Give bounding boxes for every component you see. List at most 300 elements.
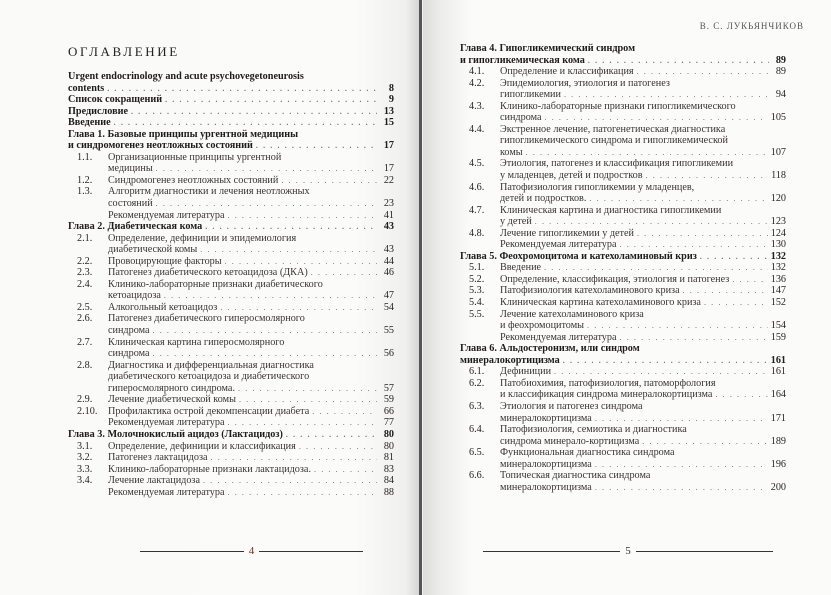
entry-body <box>68 94 394 106</box>
entry-page-number: 9 <box>388 94 394 106</box>
section-number: 3.3. <box>77 463 93 475</box>
entry-leader-line <box>500 216 786 228</box>
section-number: 5.3. <box>469 285 485 297</box>
entry-body <box>460 343 786 366</box>
entry-title-line: минералокортицизма <box>500 481 592 493</box>
entry-body <box>500 447 786 470</box>
entry-page-number: 83 <box>383 463 394 475</box>
entry-leader-line <box>108 452 394 464</box>
dot-leader <box>563 355 768 367</box>
entry-page-number: 161 <box>770 354 786 366</box>
toc-list-left <box>68 71 394 498</box>
entry-body <box>108 256 394 268</box>
entry-leader-line <box>500 366 786 378</box>
gutter-shadow <box>405 0 419 595</box>
section-number: 3.4. <box>77 475 93 487</box>
entry-body <box>500 274 786 286</box>
entry-title-line: Клинико-лабораторные признаки гипогликемического <box>500 100 736 112</box>
dot-leader <box>545 112 768 124</box>
toc-section-entry <box>460 158 786 181</box>
entry-title-line: Введение <box>500 262 542 274</box>
dot-leader <box>314 464 377 476</box>
entry-title-line: Патофизиология катехоламинового криза <box>500 285 680 297</box>
section-number: 2.5. <box>77 301 93 313</box>
section-number: 6.3. <box>469 400 485 412</box>
dot-leader <box>312 406 377 418</box>
entry-page-number: 66 <box>383 405 394 417</box>
toc-section-entry <box>460 262 786 274</box>
toc-chapter-entry <box>68 94 394 106</box>
toc-section-entry <box>68 394 394 406</box>
dot-leader <box>589 193 767 205</box>
dot-leader <box>228 487 378 499</box>
page-number-right <box>483 545 773 557</box>
dot-leader <box>205 221 377 233</box>
entry-page-number: 23 <box>383 198 394 210</box>
entry-page-number: 152 <box>770 297 786 309</box>
entry-page-number: 154 <box>770 320 786 332</box>
right-page <box>423 0 831 595</box>
entry-page-number: 88 <box>383 486 394 498</box>
entry-page-number: 105 <box>770 112 786 124</box>
entry-leader-line <box>108 441 394 453</box>
entry-title-line: Патофизиология гипогликемии у младенцев, <box>500 181 695 193</box>
toc-section-entry <box>68 313 394 336</box>
entry-page-number: 120 <box>770 193 786 205</box>
toc-section-entry <box>460 378 786 401</box>
section-number: 6.6. <box>469 470 485 482</box>
entry-body <box>108 210 394 222</box>
section-number: 2.6. <box>77 313 93 325</box>
entry-body <box>460 251 786 263</box>
toc-section-entry <box>68 210 394 222</box>
entry-title-line: Экстренное лечение, патогенетическая диагностика <box>500 123 726 135</box>
entry-body <box>500 78 786 101</box>
entry-page-number: 159 <box>770 331 786 343</box>
dot-leader <box>156 198 377 210</box>
entry-page-number: 124 <box>770 227 786 239</box>
section-number: 1.2. <box>77 174 93 186</box>
entry-leader-line <box>108 417 394 429</box>
dot-leader <box>281 175 377 187</box>
entry-body <box>500 101 786 124</box>
entry-title-line: синдрома минерало-кортицизма <box>500 435 640 447</box>
folio-rule <box>483 551 620 552</box>
entry-title-line: Патогенез диабетического гиперосмолярного <box>108 313 305 325</box>
section-number: 1.3. <box>77 186 93 198</box>
entry-title-line: Этиология и патогенез синдрома <box>500 400 643 412</box>
toc-section-entry <box>460 401 786 424</box>
entry-page-number: 94 <box>775 89 786 101</box>
page-number: 5 <box>625 545 631 557</box>
entry-page-number: 89 <box>775 66 786 78</box>
section-number: 5.5. <box>469 308 485 320</box>
section-number <box>469 332 500 344</box>
entry-title-line: Введение <box>68 117 111 129</box>
section-number: 5.2. <box>469 273 485 285</box>
section-number: 2.10. <box>77 405 98 417</box>
entry-body <box>108 487 394 499</box>
dot-leader <box>131 106 377 118</box>
dot-leader <box>700 251 768 263</box>
dot-leader <box>239 394 377 406</box>
entry-title-line: гипогликемического синдрома и гипогликемической <box>500 135 728 147</box>
entry-leader-line <box>500 436 786 448</box>
entry-title-line: Глава 5. Феохромоцитома и катехоламиновый криз <box>460 250 697 262</box>
entry-leader-line <box>68 117 394 129</box>
entry-leader-line <box>500 389 786 401</box>
entry-title-line: Клиническая картина катехоламинового криза <box>500 297 701 309</box>
entry-leader-line <box>108 475 394 487</box>
toc-section-entry <box>460 66 786 78</box>
folio-rule <box>259 551 363 552</box>
toc-section-entry <box>68 487 394 499</box>
entry-leader-line <box>500 285 786 297</box>
section-number: 5.1. <box>469 262 485 274</box>
toc-list-right <box>460 43 786 493</box>
entry-page-number: 196 <box>770 458 786 470</box>
entry-leader-line <box>108 464 394 476</box>
entry-body <box>500 285 786 297</box>
entry-page-number: 8 <box>388 82 394 94</box>
toc-section-entry <box>68 441 394 453</box>
entry-leader-line <box>500 89 786 101</box>
entry-body <box>68 221 394 233</box>
entry-body <box>500 158 786 181</box>
toc-section-entry <box>460 447 786 470</box>
section-number: 1.1. <box>77 151 93 163</box>
entry-title-line: гиперосмолярного синдрома. <box>108 382 235 394</box>
entry-page-number: 80 <box>383 428 394 440</box>
entry-title-line: Лечение лактацидоза <box>108 475 200 487</box>
toc-section-entry <box>460 78 786 101</box>
entry-leader-line <box>108 244 394 256</box>
entry-title-line: детей и подростков. <box>500 193 587 205</box>
entry-leader-line <box>460 355 786 367</box>
entry-title-line: синдрома <box>108 348 150 360</box>
entry-title-line: минералокортицизма <box>460 354 560 366</box>
entry-title-line: синдрома <box>108 325 150 337</box>
entry-body <box>108 152 394 175</box>
entry-page-number: 15 <box>383 117 394 129</box>
entry-title-line: Рекомендуемая литература <box>108 417 225 429</box>
entry-body <box>500 378 786 401</box>
entry-page-number: 47 <box>383 290 394 302</box>
entry-title-line: Определение и классификация <box>500 66 634 78</box>
toc-chapter-entry <box>68 221 394 233</box>
entry-title-line: Рекомендуемая литература <box>108 486 225 498</box>
entry-leader-line <box>500 112 786 124</box>
entry-body <box>108 313 394 336</box>
entry-title-line: Топическая диагностика синдрома <box>500 470 651 482</box>
toc-section-entry <box>68 152 394 175</box>
entry-body <box>460 43 786 66</box>
entry-leader-line <box>500 297 786 309</box>
section-number: 2.8. <box>77 359 93 371</box>
dot-leader <box>311 267 377 279</box>
dot-leader <box>200 244 377 256</box>
toc-title: ОГЛАВЛЕНИЕ <box>68 44 180 59</box>
entry-leader-line <box>108 302 394 314</box>
toc-chapter-entry <box>460 251 786 263</box>
toc-chapter-entry <box>68 117 394 129</box>
toc-section-entry <box>460 274 786 286</box>
dot-leader <box>637 228 768 240</box>
section-number: 2.7. <box>77 336 93 348</box>
entry-page-number: 132 <box>770 262 786 274</box>
entry-body <box>500 205 786 228</box>
dot-leader <box>535 216 768 228</box>
toc-section-entry <box>460 297 786 309</box>
section-number <box>77 487 108 499</box>
entry-title-line: гипогликемии <box>500 89 561 101</box>
section-number: 4.8. <box>469 227 485 239</box>
section-number: 5.4. <box>469 297 485 309</box>
entry-body <box>500 332 786 344</box>
entry-page-number: 54 <box>383 301 394 313</box>
toc-section-entry <box>460 239 786 251</box>
entry-leader-line <box>460 251 786 263</box>
entry-leader-line <box>108 163 394 175</box>
dot-leader <box>595 459 768 471</box>
entry-title-line: минералокортицизма <box>500 412 592 424</box>
entry-body <box>108 267 394 279</box>
entry-title-line: contents <box>68 82 105 94</box>
entry-body <box>108 441 394 453</box>
dot-leader <box>211 452 377 464</box>
dot-leader <box>683 285 768 297</box>
running-head-author: В. С. ЛУКЬЯНЧИКОВ <box>699 21 804 31</box>
page-number-left <box>140 545 363 557</box>
toc-section-entry <box>460 366 786 378</box>
entry-leader-line <box>500 482 786 494</box>
entry-page-number: 84 <box>383 475 394 487</box>
entry-page-number: 136 <box>770 273 786 285</box>
entry-title-line: Патофизиология, семиотика и диагностика <box>500 424 687 436</box>
entry-page-number: 164 <box>770 389 786 401</box>
entry-leader-line <box>68 94 394 106</box>
entry-body <box>108 186 394 209</box>
section-number <box>469 239 500 251</box>
section-number: 4.3. <box>469 100 485 112</box>
entry-body <box>500 309 786 332</box>
entry-title-line: Организационные принципы ургентной <box>108 151 282 163</box>
entry-title-line: Провоцирующие факторы <box>108 255 222 267</box>
entry-leader-line <box>108 394 394 406</box>
entry-page-number: 17 <box>383 163 394 175</box>
section-number: 3.1. <box>77 440 93 452</box>
entry-body <box>108 394 394 406</box>
toc-section-entry <box>68 475 394 487</box>
entry-title-line: диабетической комы <box>108 244 198 256</box>
entry-body <box>500 366 786 378</box>
entry-page-number: 59 <box>383 394 394 406</box>
section-number: 2.9. <box>77 394 93 406</box>
entry-page-number: 81 <box>383 452 394 464</box>
entry-title-line: Лечение катехоламинового криза <box>500 308 644 320</box>
entry-leader-line <box>108 210 394 222</box>
entry-title-line: Патогенез лактацидоза <box>108 452 208 464</box>
entry-title-line: Глава 4. Гипогликемический синдром <box>460 43 636 54</box>
entry-title-line: Глава 1. Базовые принципы ургентной медицины <box>68 128 299 140</box>
toc-section-entry <box>68 406 394 418</box>
entry-title-line: Рекомендуемая литература <box>500 239 617 251</box>
dot-leader <box>153 325 377 337</box>
section-number: 2.4. <box>77 278 93 290</box>
entry-body <box>68 129 394 152</box>
toc-section-entry <box>460 124 786 159</box>
entry-title-line: Рекомендуемая литература <box>108 209 225 221</box>
entry-page-number: 77 <box>383 417 394 429</box>
entry-title-line: Патобиохимия, патофизиология, патоморфология <box>500 377 716 389</box>
entry-body <box>108 302 394 314</box>
entry-leader-line <box>108 175 394 187</box>
dot-leader <box>587 320 768 332</box>
entry-body <box>500 239 786 251</box>
entry-title-line: и классификация синдрома минералокортицизма <box>500 389 713 401</box>
section-number <box>77 417 108 429</box>
toc-section-entry <box>68 417 394 429</box>
entry-body <box>108 464 394 476</box>
entry-leader-line <box>460 55 786 67</box>
entry-title-line: состояний <box>108 198 153 210</box>
toc-section-entry <box>68 464 394 476</box>
entry-leader-line <box>108 325 394 337</box>
entry-page-number: 171 <box>770 412 786 424</box>
entry-body <box>500 470 786 493</box>
page-number: 4 <box>248 545 255 557</box>
section-number <box>77 210 108 222</box>
entry-body <box>500 66 786 78</box>
entry-body <box>500 124 786 159</box>
entry-body <box>108 337 394 360</box>
entry-title-line: медицины <box>108 163 153 175</box>
entry-body <box>68 429 394 441</box>
entry-title-line: Клиническая картина и диагностика гипогликемии <box>500 204 722 216</box>
entry-title-line: Клинико-лабораторные признаки диабетического <box>108 278 323 290</box>
entry-body <box>500 401 786 424</box>
dot-leader <box>228 210 378 222</box>
entry-title-line: Рекомендуемая литература <box>500 331 617 343</box>
entry-leader-line <box>500 262 786 274</box>
dot-leader <box>564 89 769 101</box>
dot-leader <box>220 302 377 314</box>
dot-leader <box>704 297 768 309</box>
entry-title-line: Алгоритм диагностики и лечения неотложных <box>108 186 310 198</box>
entry-title-line: комы <box>500 146 523 158</box>
entry-leader-line <box>68 106 394 118</box>
entry-title-line: Предисловие <box>68 105 128 117</box>
section-number: 6.5. <box>469 447 485 459</box>
entry-body <box>68 106 394 118</box>
toc-section-entry <box>460 101 786 124</box>
entry-title-line: Глава 2. Диабетическая кома <box>68 221 203 233</box>
dot-leader <box>646 170 769 182</box>
toc-chapter-entry <box>68 429 394 441</box>
toc-section-entry <box>68 256 394 268</box>
section-number: 3.2. <box>77 452 93 464</box>
entry-page-number: 17 <box>383 140 394 152</box>
dot-leader <box>238 383 377 395</box>
dot-leader <box>256 140 377 152</box>
section-number: 4.2. <box>469 77 485 89</box>
entry-title-line: Патогенез диабетического кетоацидоза (ДКА) <box>108 267 308 279</box>
folio-rule <box>140 551 244 552</box>
entry-body <box>500 182 786 205</box>
entry-body <box>500 262 786 274</box>
folio-rule <box>636 551 773 552</box>
entry-leader-line <box>108 256 394 268</box>
entry-title-line: Синдромогенез неотложных состояний <box>108 174 279 186</box>
section-number: 4.4. <box>469 123 485 135</box>
toc-section-entry <box>460 309 786 332</box>
toc-section-entry <box>460 182 786 205</box>
dot-leader <box>165 94 377 106</box>
entry-title-line: и синдромогенез неотложных состояний <box>68 140 253 152</box>
toc-section-entry <box>68 175 394 187</box>
entry-title-line: у детей <box>500 216 532 228</box>
entry-page-number: 132 <box>770 250 786 262</box>
entry-leader-line <box>500 459 786 471</box>
entry-leader-line <box>108 290 394 302</box>
toc-section-entry <box>460 424 786 447</box>
entry-title-line: кетоацидоза <box>108 290 161 302</box>
entry-leader-line <box>68 429 394 441</box>
dot-leader <box>299 441 377 453</box>
entry-title-line: и гипогликемическая кома <box>460 54 585 66</box>
toc-section-entry <box>68 302 394 314</box>
entry-leader-line <box>500 147 786 159</box>
dot-leader <box>588 55 769 67</box>
entry-page-number: 147 <box>770 285 786 297</box>
entry-leader-line <box>108 383 394 395</box>
entry-body <box>500 297 786 309</box>
dot-leader <box>637 66 769 78</box>
entry-leader-line <box>108 267 394 279</box>
entry-title-line: Лечение диабетической комы <box>108 394 236 406</box>
entry-leader-line <box>108 406 394 418</box>
entry-leader-line <box>500 320 786 332</box>
section-number: 6.1. <box>469 366 485 378</box>
entry-page-number: 41 <box>383 209 394 221</box>
section-number: 2.1. <box>77 232 93 244</box>
dot-leader <box>732 274 767 286</box>
entry-body <box>108 475 394 487</box>
entry-body <box>108 233 394 256</box>
entry-page-number: 57 <box>383 382 394 394</box>
entry-body <box>68 71 394 94</box>
entry-body <box>108 279 394 302</box>
entry-leader-line <box>500 239 786 251</box>
entry-title-line: Лечение гипогликемии у детей <box>500 227 634 239</box>
entry-leader-line <box>500 66 786 78</box>
toc-section-entry <box>68 360 394 395</box>
entry-page-number: 130 <box>770 239 786 251</box>
entry-title-line: Urgent endocrinology and acute psychovegetoneurosis <box>68 71 304 82</box>
dot-leader <box>554 366 768 378</box>
entry-body <box>108 175 394 187</box>
toc-section-entry <box>68 233 394 256</box>
entry-body <box>500 424 786 447</box>
entry-title-line: минералокортицизма <box>500 458 592 470</box>
entry-title-line: Эпидемиология, этиология и патогенез <box>500 77 670 89</box>
entry-title-line: у младенцев, детей и подростков <box>500 170 643 182</box>
entry-page-number: 46 <box>383 267 394 279</box>
section-number: 2.2. <box>77 255 93 267</box>
dot-leader <box>156 163 377 175</box>
entry-leader-line <box>108 198 394 210</box>
entry-title-line: Определение, классификация, этиология и патогенез <box>500 273 730 285</box>
